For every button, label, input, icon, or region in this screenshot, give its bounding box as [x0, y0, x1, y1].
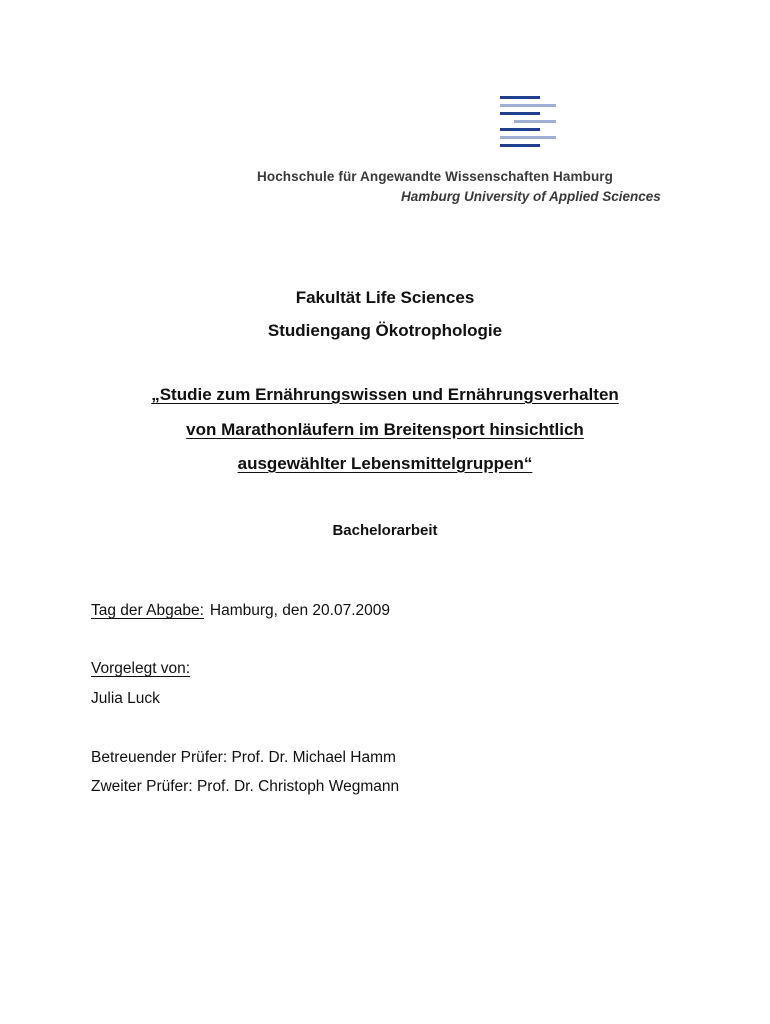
logo-bar [500, 128, 540, 131]
submission-date-value: Hamburg, den 20.07.2009 [209, 602, 391, 619]
presented-by-label: Vorgelegt von: [91, 660, 191, 677]
submission-date-line [91, 602, 390, 620]
university-name-english: Hamburg University of Applied Sciences [401, 189, 661, 204]
program-heading: Studiengang Ökotrophologie [267, 321, 503, 340]
thesis-title-line-1: „Studie zum Ernährungswissen und Ernährungsverhalten [151, 385, 619, 404]
university-name-german: Hochschule für Angewandte Wissenschaften Hamburg [257, 169, 613, 184]
submission-date-label: Tag der Abgabe: [91, 602, 204, 619]
logo-bar [500, 112, 540, 115]
logo-bar [500, 136, 556, 139]
logo-bar [500, 144, 540, 147]
logo-bar [500, 96, 540, 99]
thesis-title-line-2: von Marathonläufern im Breitensport hinsichtlich [186, 420, 584, 439]
logo-bar [514, 120, 556, 123]
first-examiner: Betreuender Prüfer: Prof. Dr. Michael Hamm [91, 749, 396, 766]
second-examiner: Zweiter Prüfer: Prof. Dr. Christoph Wegmann [91, 778, 400, 795]
logo-bar [500, 104, 556, 107]
thesis-title-line-3: ausgewählter Lebensmittelgruppen“ [237, 454, 533, 473]
haw-hamburg-logo-icon [500, 96, 560, 152]
author-name: Julia Luck [91, 690, 160, 707]
faculty-heading: Fakultät Life Sciences [295, 288, 475, 307]
thesis-type: Bachelorarbeit [332, 522, 438, 539]
